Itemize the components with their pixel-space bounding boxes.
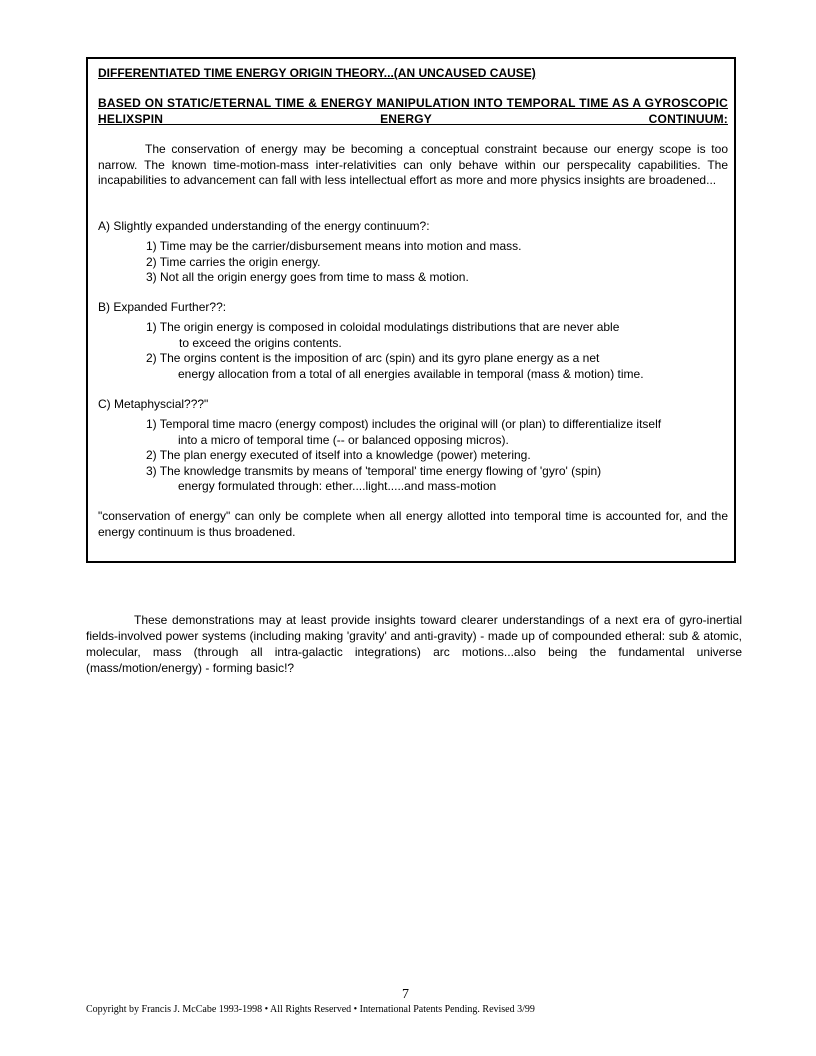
section-c-list xyxy=(146,417,661,495)
list-item-continuation: energy formulated through: ether....light.....and mass-motion xyxy=(178,479,497,493)
list-item xyxy=(146,351,644,382)
list-item-continuation: into a micro of temporal time (-- or balanced opposing micros). xyxy=(178,432,509,447)
body-paragraph: These demonstrations may at least provide insights toward clearer understandings of a next era of gyro-inertial fields-involved power systems (including making 'gravity' and anti-gravity) - made up of compounded etheral: sub & atomic, molecular, mass (through all intra-galactic integrations) arc motions...also being the fundamental universe (mass/motion/energy) - forming basic!? xyxy=(86,613,742,675)
section-c-heading: C) Metaphyscial???" xyxy=(98,397,209,411)
box-intro: The conservation of energy may be becoming a conceptual constraint because our energy scope is too narrow. The known time-motion-mass inter-relativities can only behave within our perspecality capabilities. The incapabilities to advancement can fall with less intellectual effort as more and more physics insights are broadened... xyxy=(98,142,728,187)
list-item xyxy=(146,320,644,351)
list-item xyxy=(146,464,661,495)
list-item-line: 1) The origin energy is composed in coloidal modulatings distributions that are never able xyxy=(146,320,620,334)
box-closing: "conservation of energy" can only be complete when all energy allotted into temporal time is accounted for, and the energy continuum is thus broadened. xyxy=(98,509,728,539)
list-item-line: 2) The plan energy executed of itself into a knowledge (power) metering. xyxy=(146,448,531,462)
box-title: DIFFERENTIATED TIME ENERGY ORIGIN THEORY...(AN UNCAUSED CAUSE) xyxy=(98,66,536,80)
list-item-line: 2) The orgins content is the imposition of arc (spin) and its gyro plane energy as a net xyxy=(146,351,600,365)
list-item: 1) Time may be the carrier/disbursement means into motion and mass. xyxy=(146,239,522,253)
copyright-footer: Copyright by Francis J. McCabe 1993-1998 • All Rights Reserved • International Patents Pending. Revised 3/99 xyxy=(86,1004,535,1015)
list-item: 2) Time carries the origin energy. xyxy=(146,254,321,269)
section-a-list xyxy=(146,239,522,286)
list-item: 3) Not all the origin energy goes from time to mass & motion. xyxy=(146,270,469,284)
list-item-continuation: to exceed the origins contents. xyxy=(179,335,342,350)
list-item-line: 3) The knowledge transmits by means of 'temporal' time energy flowing of 'gyro' (spin) xyxy=(146,463,602,478)
list-item xyxy=(146,417,661,448)
page-number: 7 xyxy=(402,987,409,1002)
list-item-line: 1) Temporal time macro (energy compost) includes the original will (or plan) to differentialize itself xyxy=(146,417,662,431)
section-b-heading: B) Expanded Further??: xyxy=(98,300,227,314)
list-item-continuation: energy allocation from a total of all energies available in temporal (mass & motion) time. xyxy=(178,366,644,381)
box-subtitle: BASED ON STATIC/ETERNAL TIME & ENERGY MANIPULATION INTO TEMPORAL TIME AS A GYROSCOPIC HELIXSPIN ENERGY CONTINUUM: xyxy=(98,96,728,126)
section-a-heading: A) Slightly expanded understanding of the energy continuum?: xyxy=(98,219,430,233)
section-b-list xyxy=(146,320,644,382)
list-item xyxy=(146,448,661,464)
